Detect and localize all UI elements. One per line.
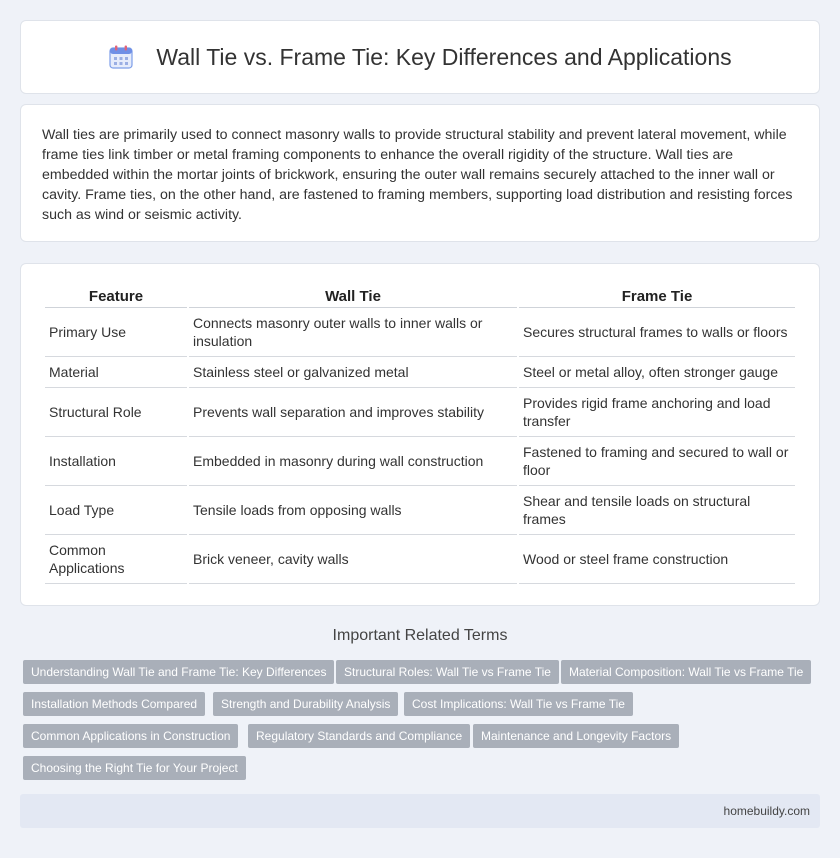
row-frame-tie: Wood or steel frame construction (519, 535, 795, 584)
row-frame-tie: Secures structural frames to walls or floors (519, 308, 795, 357)
row-feature: Primary Use (45, 308, 187, 357)
table-row (45, 437, 795, 486)
comparison-table-card (20, 263, 820, 606)
row-frame-tie: Fastened to framing and secured to wall or floor (519, 437, 795, 486)
intro-paragraph: Wall ties are primarily used to connect masonry walls to provide structural stability and prevent lateral movement, while frame ties link timber or metal framing components to enhance the overall rigidity of the structure. Wall ties are embedded within the mortar joints of brickwork, ensuring the outer wall remains securely attached to the inner wall or cavity. Frame ties, on the other hand, are fastened to framing members, supporting load distribution and resisting forces such as wind or seismic activity. (42, 127, 793, 223)
related-tag[interactable]: Structural Roles: Wall Tie vs Frame Tie (336, 660, 559, 684)
row-feature: Load Type (45, 486, 187, 535)
related-tag[interactable]: Installation Methods Compared (23, 692, 205, 716)
row-wall-tie: Embedded in masonry during wall construction (189, 437, 517, 486)
table-row (45, 388, 795, 437)
table-row (45, 308, 795, 357)
comparison-table (43, 284, 797, 584)
related-tag[interactable]: Understanding Wall Tie and Frame Tie: Key Differences (23, 660, 334, 684)
related-tag[interactable]: Cost Implications: Wall Tie vs Frame Tie (404, 692, 633, 716)
row-feature: Installation (45, 437, 187, 486)
page-title-wrapper (108, 44, 731, 71)
related-terms-title: Important Related Terms (332, 627, 508, 644)
table-row (45, 535, 795, 584)
header-wall-tie: Wall Tie (189, 284, 517, 308)
row-wall-tie: Brick veneer, cavity walls (189, 535, 517, 584)
intro-card (20, 104, 820, 242)
related-tag[interactable]: Common Applications in Construction (23, 724, 238, 748)
footer-site[interactable]: homebuildy.com (723, 804, 810, 818)
row-frame-tie: Shear and tensile loads on structural frames (519, 486, 795, 535)
related-tag[interactable]: Choosing the Right Tie for Your Project (23, 756, 246, 780)
table-row (45, 357, 795, 388)
row-frame-tie: Steel or metal alloy, often stronger gauge (519, 357, 795, 388)
row-frame-tie: Provides rigid frame anchoring and load transfer (519, 388, 795, 437)
related-tag[interactable]: Strength and Durability Analysis (213, 692, 398, 716)
row-feature: Common Applications (45, 535, 187, 584)
related-tag[interactable]: Maintenance and Longevity Factors (473, 724, 679, 748)
footer (20, 794, 820, 828)
page-title: Wall Tie vs. Frame Tie: Key Differences and Applications (156, 43, 732, 70)
related-tag[interactable]: Material Composition: Wall Tie vs Frame Tie (561, 660, 811, 684)
row-wall-tie: Tensile loads from opposing walls (189, 486, 517, 535)
header-feature: Feature (45, 284, 187, 308)
table-row (45, 486, 795, 535)
row-feature: Material (45, 357, 187, 388)
title-card (20, 20, 820, 94)
row-wall-tie: Connects masonry outer walls to inner walls or insulation (189, 308, 517, 357)
calendar-icon (108, 44, 134, 70)
row-wall-tie: Prevents wall separation and improves stability (189, 388, 517, 437)
header-frame-tie: Frame Tie (519, 284, 795, 308)
row-feature: Structural Role (45, 388, 187, 437)
row-wall-tie: Stainless steel or galvanized metal (189, 357, 517, 388)
related-tag[interactable]: Regulatory Standards and Compliance (248, 724, 470, 748)
table-header-row (45, 284, 795, 308)
